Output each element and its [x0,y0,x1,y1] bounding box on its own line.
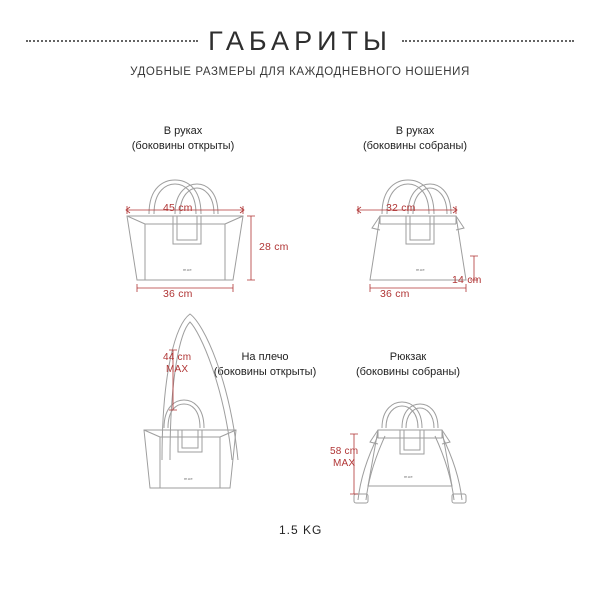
measure-lines-shoulder [120,310,280,510]
svg-text:mue: mue [184,476,193,481]
page-subtitle: УДОБНЫЕ РАЗМЕРЫ ДЛЯ КАЖДОДНЕВНОГО НОШЕНИЯ [130,66,470,78]
measure-backpack-strap-max: MAX [332,458,356,469]
caption-hands-open-line2: (боковины открыты) [131,140,235,152]
measure-lines-hands-folded [338,170,538,305]
caption-hands-open-line1: В руках [163,125,203,137]
measure-hands-folded-width-bottom: 36 cm [380,288,410,300]
caption-hands-folded [310,124,520,154]
measure-shoulder-strap-value: 44 cm [163,352,192,363]
caption-shoulder-line1: На плечо [241,351,289,363]
measure-hands-folded-depth: 14 cm [452,274,482,286]
caption-backpack-line1: Рюкзак [389,351,427,363]
measure-hands-open-height: 28 cm [259,241,289,253]
caption-backpack [318,350,498,380]
svg-text:mue: mue [183,267,192,272]
svg-text:mue: mue [404,474,413,479]
measure-backpack-strap [330,446,358,470]
title-row [0,26,600,57]
caption-hands-folded-line2: (боковины собраны) [362,140,468,152]
dotted-rule-left [26,40,198,43]
measure-hands-open-width-bottom: 36 cm [163,288,193,300]
weight-label: 1.5 KG [279,523,323,537]
dotted-rule-right [402,40,574,43]
measure-hands-folded-width-top: 32 cm [386,202,416,214]
page-title: ГАБАРИТЫ [208,26,392,56]
header [0,26,600,78]
caption-backpack-line2: (боковины собраны) [355,366,461,378]
svg-text:mue: mue [416,267,425,272]
measure-shoulder-strap-max: MAX [165,364,189,375]
measure-shoulder-strap [163,352,191,376]
caption-hands-open [78,124,288,154]
caption-shoulder-line2: (боковины открыты) [213,366,317,378]
caption-hands-folded-line1: В руках [395,125,435,137]
measure-backpack-strap-value: 58 cm [330,446,359,457]
measure-hands-open-width-top: 45 cm [163,202,193,214]
measure-lines-hands-open [105,170,305,305]
